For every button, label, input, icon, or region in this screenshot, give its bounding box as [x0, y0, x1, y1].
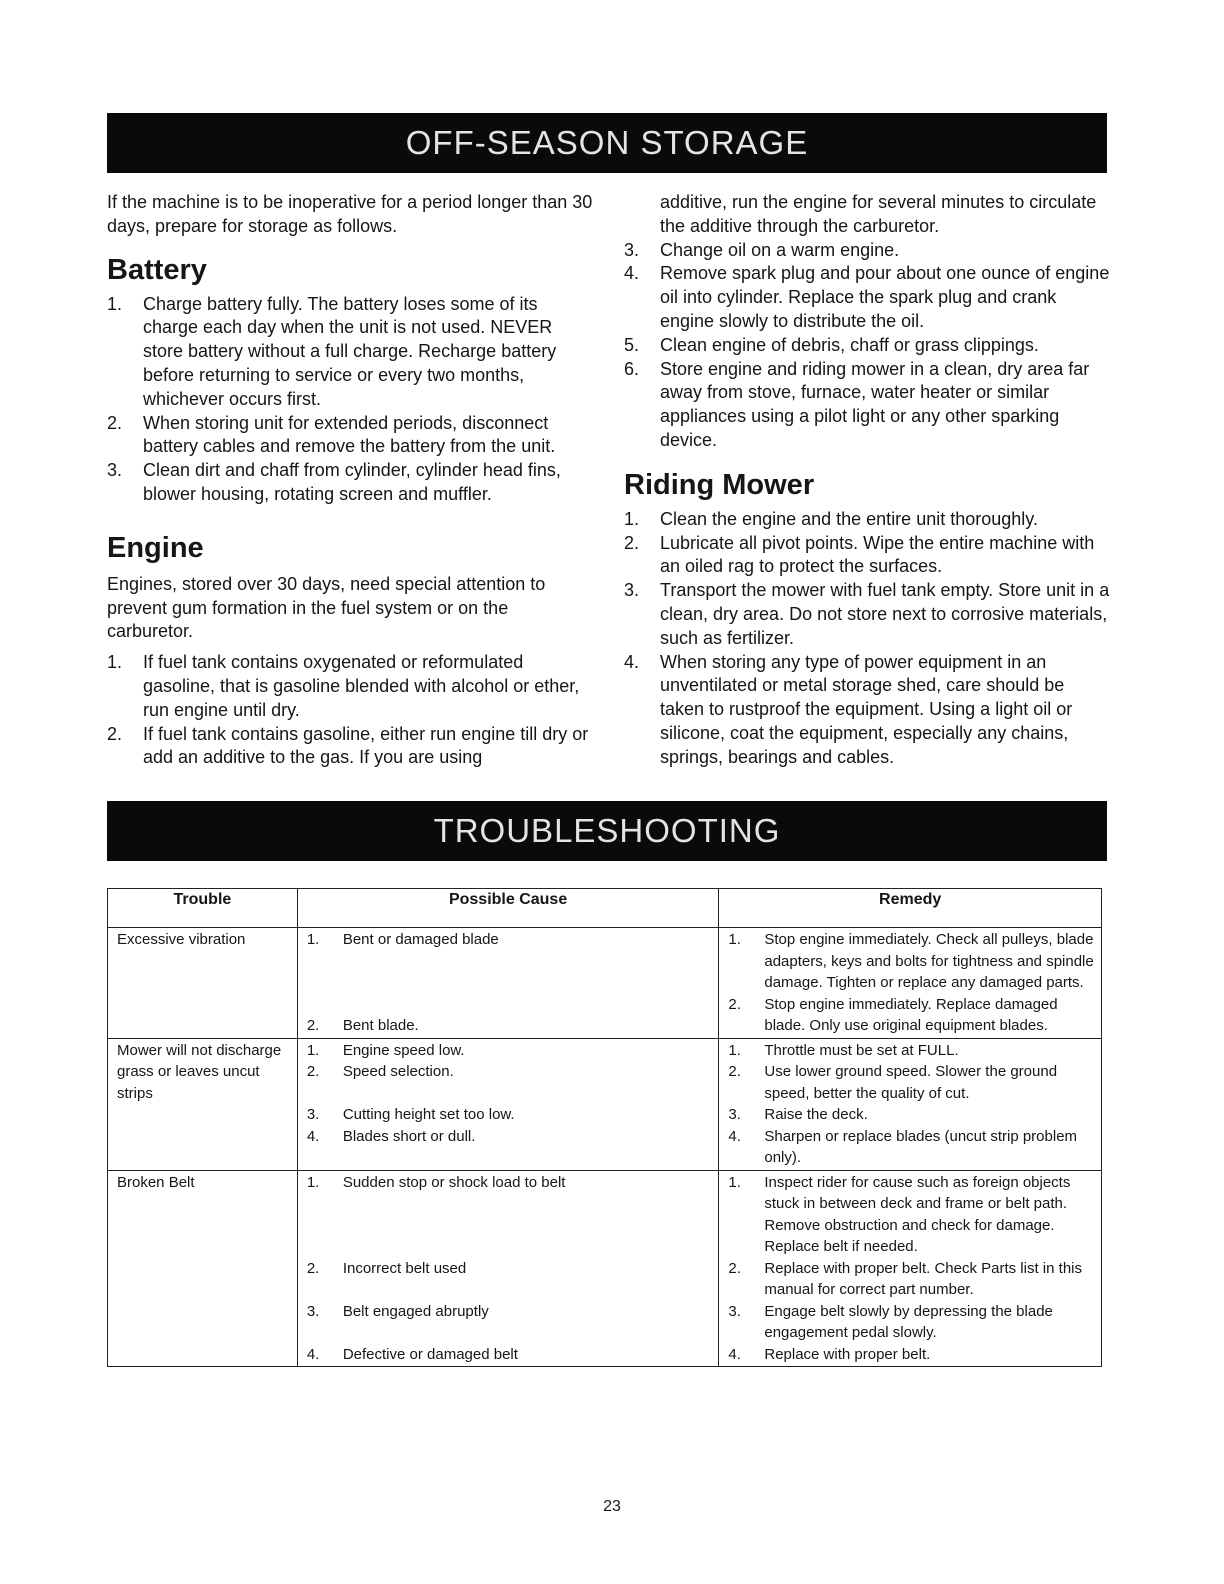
troubleshooting-banner: TROUBLESHOOTING	[107, 801, 1107, 861]
right-column	[624, 191, 1110, 770]
cause-cell	[297, 1038, 719, 1170]
header-remedy: Remedy	[719, 889, 1102, 928]
remedy-cell	[719, 1038, 1102, 1170]
list-item: 2. Incorrect belt used	[306, 1259, 467, 1277]
trouble-cell: Mower will not discharge grass or leaves uncut strips	[108, 1038, 298, 1170]
list-item: 1. Stop engine immediately. Check all pulleys, blade adapters, keys and bolts for tightness and spindle damage. Tighten or replace any damaged parts.	[728, 931, 1094, 991]
table-row	[108, 1170, 1102, 1367]
table-row	[108, 1038, 1102, 1170]
list-item: 4. When storing any type of power equipment in an unventilated or metal storage shed, care should be taken to rustproof the equipment. Using a light oil or silicone, coat the equipment, especially any chains, springs, bearings and cables.	[624, 651, 1073, 767]
riding-mower-list	[624, 508, 1110, 770]
list-item: 1. Charge battery fully. The battery loses some of its charge each day when the unit is not used. NEVER store battery without a full charge. Recharge battery before returning to service or every two months, whichever occurs first.	[107, 293, 557, 409]
list-item: 2. Stop engine immediately. Replace damaged blade. Only use original equipment blades.	[728, 995, 1058, 1034]
list-item: 3. Belt engaged abruptly	[306, 1302, 489, 1320]
storage-intro: If the machine is to be inoperative for a period longer than 30 days, prepare for storage as follows.	[107, 192, 593, 236]
header-possible-cause: Possible Cause	[297, 889, 719, 928]
troubleshooting-table	[107, 888, 1102, 1367]
list-item: 4. Blades short or dull.	[306, 1127, 476, 1145]
page-number: 23	[603, 1498, 621, 1515]
off-season-storage-banner: OFF-SEASON STORAGE	[107, 113, 1107, 173]
list-item: 1. Clean the engine and the entire unit thoroughly.	[624, 508, 1038, 529]
list-item: 3. Transport the mower with fuel tank empty. Store unit in a clean, dry area. Do not store next to corrosive materials, such as fertilizer.	[624, 580, 1110, 648]
list-item: 4. Sharpen or replace blades (uncut strip problem only).	[728, 1127, 1078, 1166]
list-item: 1. Sudden stop or shock load to belt	[306, 1173, 566, 1191]
battery-list	[107, 293, 595, 507]
trouble-cell: Excessive vibration	[108, 928, 298, 1039]
remedy-cell	[719, 928, 1102, 1039]
remedy-cell	[719, 1170, 1102, 1367]
engine-intro: Engines, stored over 30 days, need special attention to prevent gum formation in the fuel system or on the carburetor.	[107, 573, 546, 642]
list-item: 2. Use lower ground speed. Slower the ground speed, better the quality of cut.	[728, 1063, 1058, 1102]
table-header-row	[108, 889, 1102, 928]
list-item: 2. Speed selection.	[306, 1063, 454, 1080]
list-item: 5. Clean engine of debris, chaff or grass clippings.	[624, 334, 1039, 355]
battery-heading: Battery	[107, 253, 207, 286]
header-trouble: Trouble	[108, 889, 298, 928]
list-item: 4. Remove spark plug and pour about one ounce of engine oil into cylinder. Replace the spark plug and crank engine slowly to distribute the oil.	[624, 263, 1110, 331]
engine-list-continued	[624, 239, 1110, 453]
list-item: 3. Change oil on a warm engine.	[624, 239, 900, 260]
list-item: 1. If fuel tank contains oxygenated or reformulated gasoline, that is gasoline blended with alcohol or ether, run engine until dry.	[107, 652, 580, 720]
list-item: 2. When storing unit for extended periods, disconnect battery cables and remove the battery from the unit.	[107, 412, 556, 457]
list-item: 2. Replace with proper belt. Check Parts list in this manual for correct part number.	[728, 1259, 1082, 1298]
list-item: 1. Inspect rider for cause such as foreign objects stuck in between deck and frame or belt path. Remove obstruction and check for damage. Replace belt if needed.	[728, 1173, 1071, 1255]
riding-mower-heading: Riding Mower	[624, 468, 815, 501]
list-item: 4. Replace with proper belt.	[728, 1345, 931, 1363]
engine-heading: Engine	[107, 531, 204, 564]
list-item: 2. Lubricate all pivot points. Wipe the entire machine with an oiled rag to protect the surfaces.	[624, 532, 1095, 577]
table-row	[108, 928, 1102, 1039]
list-item: 1. Bent or damaged blade	[306, 931, 499, 948]
list-item: 3. Cutting height set too low.	[306, 1106, 515, 1123]
list-item: 2. Bent blade.	[306, 1017, 419, 1034]
engine-list	[107, 651, 595, 770]
list-item: 4. Defective or damaged belt	[306, 1345, 518, 1363]
engine-item-continuation: additive, run the engine for several minutes to circulate the additive through the carburetor.	[660, 192, 1097, 236]
trouble-cell: Broken Belt	[108, 1170, 298, 1367]
cause-cell	[297, 928, 719, 1039]
list-item: 1. Throttle must be set at FULL.	[728, 1041, 959, 1059]
list-item: 3. Raise the deck.	[728, 1106, 868, 1123]
left-column	[107, 191, 595, 770]
list-item: 3. Engage belt slowly by depressing the blade engagement pedal slowly.	[728, 1302, 1053, 1341]
cause-cell	[297, 1170, 719, 1367]
list-item: 6. Store engine and riding mower in a clean, dry area far away from stove, furnace, water heater or similar appliances using a pilot light or any other sparking device.	[624, 358, 1090, 450]
list-item: 2. If fuel tank contains gasoline, either run engine till dry or add an additive to the gas. If you are using	[107, 723, 589, 768]
list-item: 3. Clean dirt and chaff from cylinder, cylinder head fins, blower housing, rotating screen and muffler.	[107, 460, 561, 504]
list-item: 1. Engine speed low.	[306, 1041, 465, 1059]
